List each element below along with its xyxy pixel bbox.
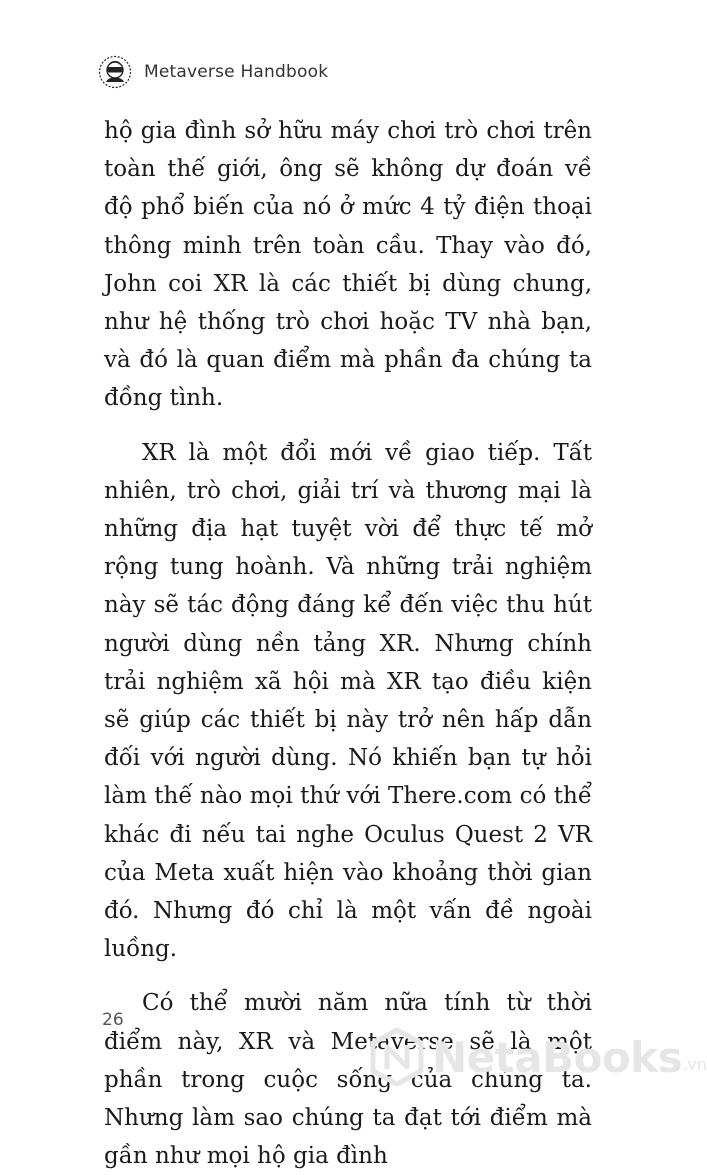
netabooks-logo-icon (368, 1027, 426, 1087)
watermark-brand: NetaBooks (432, 1032, 683, 1082)
running-header (98, 52, 328, 92)
paragraph: XR là một đổi mới về giao tiếp. Tất nhiên, trò chơi, giải trí và thương mại là những địa hạt tuyệt vời để thực tế mở rộng tung hoành. Và những trải nghiệm này sẽ tác động đáng kể đến việc thu hút người dùng nền tảng XR. Nhưng chính trải nghiệm xã hội mà XR tạo điều kiện sẽ giúp các thiết bị này trở nên hấp dẫn đối với người dùng. Nó khiến bạn tự hỏi làm thế nào mọi thứ với There.com có thể khác đi nếu tai nghe Oculus Quest 2 VR của Meta xuất hiện vào khoảng thời gian đó. Nhưng đó chỉ là một vấn đề ngoài luồng. (104, 439, 592, 963)
page-body (104, 112, 592, 1175)
book-title: Metaverse Handbook (144, 62, 329, 82)
paragraph: Có thể mười năm nữa tính từ thời điểm này, XR và Metaverse sẽ là một phần trong cuộc sống của chúng ta. Nhưng làm sao chúng ta đạt tới điểm mà gần như mọi hộ gia đình (104, 990, 592, 1170)
watermark-suffix: .vn (682, 1055, 707, 1074)
paragraph: hộ gia đình sở hữu máy chơi trò chơi trên toàn thế giới, ông sẽ không dự đoán về độ phổ biến của nó ở mức 4 tỷ điện thoại thông minh trên toàn cầu. Thay vào đó, John coi XR là các thiết bị dùng chung, như hệ thống trò chơi hoặc TV nhà bạn, và đó là quan điểm mà phần đa chúng ta đồng tình. (104, 118, 592, 412)
globe-with-headset-icon (98, 55, 132, 89)
watermark (368, 1022, 707, 1092)
page-number: 26 (102, 1010, 124, 1030)
